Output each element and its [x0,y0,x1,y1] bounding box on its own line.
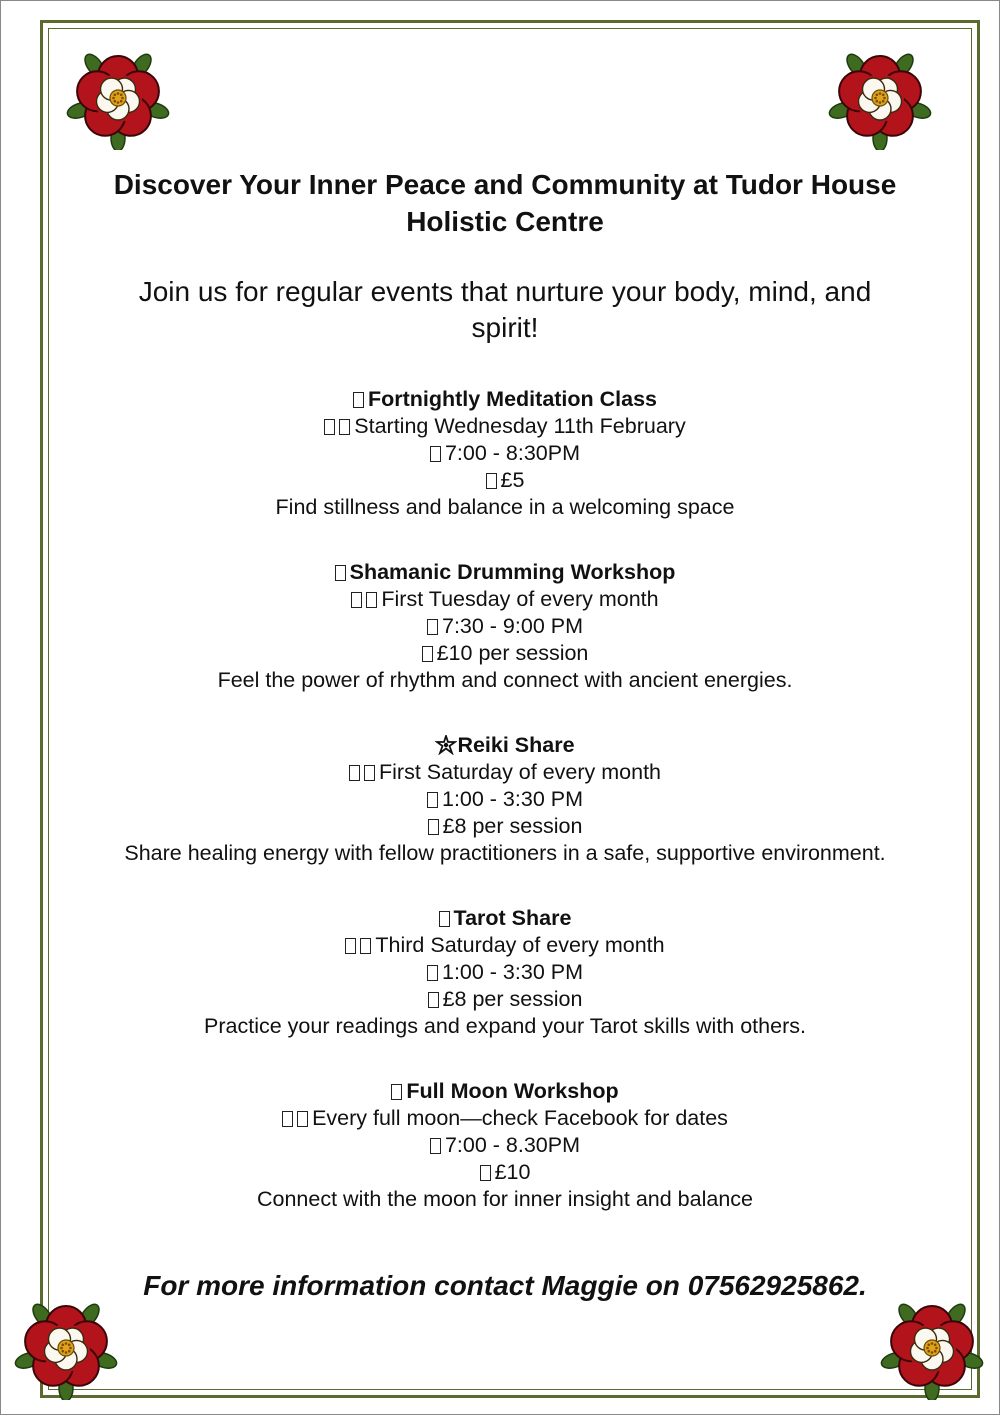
moon-icon [391,1084,402,1100]
calendar-icon [339,419,350,435]
event-price: £10 [494,1160,531,1184]
price-icon [428,819,439,835]
event-time: 1:00 - 3:30 PM [441,960,584,984]
event-item [60,386,950,521]
event-time: 7:00 - 8.30PM [444,1133,581,1157]
subtitle-line-1: Join us for regular events that nurture your body, mind, and [138,276,872,307]
calendar-icon [324,419,335,435]
price-icon [428,992,439,1008]
clock-icon [427,965,438,981]
event-when: First Saturday of every month [379,760,661,784]
calendar-icon [345,938,356,954]
title-line-1: Discover Your Inner Peace and Community at Tudor House [113,169,897,200]
subtitle-line-2: spirit! [471,312,539,343]
clock-icon [430,446,441,462]
event-time: 7:30 - 9:00 PM [441,614,584,638]
event-when: First Tuesday of every month [381,587,659,611]
event-name: Full Moon Workshop [406,1079,619,1103]
tarot-icon [439,911,450,927]
title-line-2: Holistic Centre [406,206,604,237]
event-when: Third Saturday of every month [375,933,665,957]
tudor-rose-icon [66,46,170,150]
drum-icon [335,565,346,581]
calendar-icon [297,1111,308,1127]
event-name: Fortnightly Meditation Class [367,387,658,411]
page-title [60,166,950,240]
price-icon [480,1165,491,1181]
event-name: Tarot Share [453,906,572,930]
sparkle-icon [435,735,457,755]
event-price: £10 per session [436,641,589,665]
calendar-icon [282,1111,293,1127]
event-description: Share healing energy with fellow practitioners in a safe, supportive environment. [124,841,886,865]
event-description: Feel the power of rhythm and connect with ancient energies. [217,668,793,692]
tudor-rose-icon [880,1296,984,1400]
event-time: 7:00 - 8:30PM [444,441,581,465]
flyer-content [60,166,950,1251]
event-list [60,386,950,1213]
price-icon [486,473,497,489]
calendar-icon [349,765,360,781]
event-item [60,732,950,867]
event-item [60,1078,950,1213]
event-item [60,905,950,1040]
page-subtitle [60,274,950,346]
calendar-icon [351,592,362,608]
event-when: Every full moon—check Facebook for dates [312,1106,728,1130]
event-name: Shamanic Drumming Workshop [349,560,676,584]
event-description: Practice your readings and expand your Tarot skills with others. [204,1014,806,1038]
event-description: Connect with the moon for inner insight and balance [256,1187,753,1211]
contact-text: For more information contact Maggie on 07562925862 [143,1270,859,1301]
calendar-icon [366,592,377,608]
clock-icon [427,619,438,635]
event-time: 1:00 - 3:30 PM [441,787,584,811]
price-icon [422,646,433,662]
tudor-rose-icon [828,46,932,150]
event-price: £8 per session [442,814,583,838]
calendar-icon [364,765,375,781]
event-item [60,559,950,694]
event-name: Reiki Share [457,733,575,757]
event-icon [353,392,364,408]
calendar-icon [360,938,371,954]
event-when: Starting Wednesday 11th February [354,414,686,438]
clock-icon [427,792,438,808]
event-price: £8 per session [442,987,583,1011]
contact-footer: For more information contact Maggie on 07562925862. [143,1270,867,1301]
event-price: £5 [500,468,525,492]
event-description: Find stillness and balance in a welcoming space [275,495,735,519]
tudor-rose-icon [14,1296,118,1400]
clock-icon [430,1138,441,1154]
